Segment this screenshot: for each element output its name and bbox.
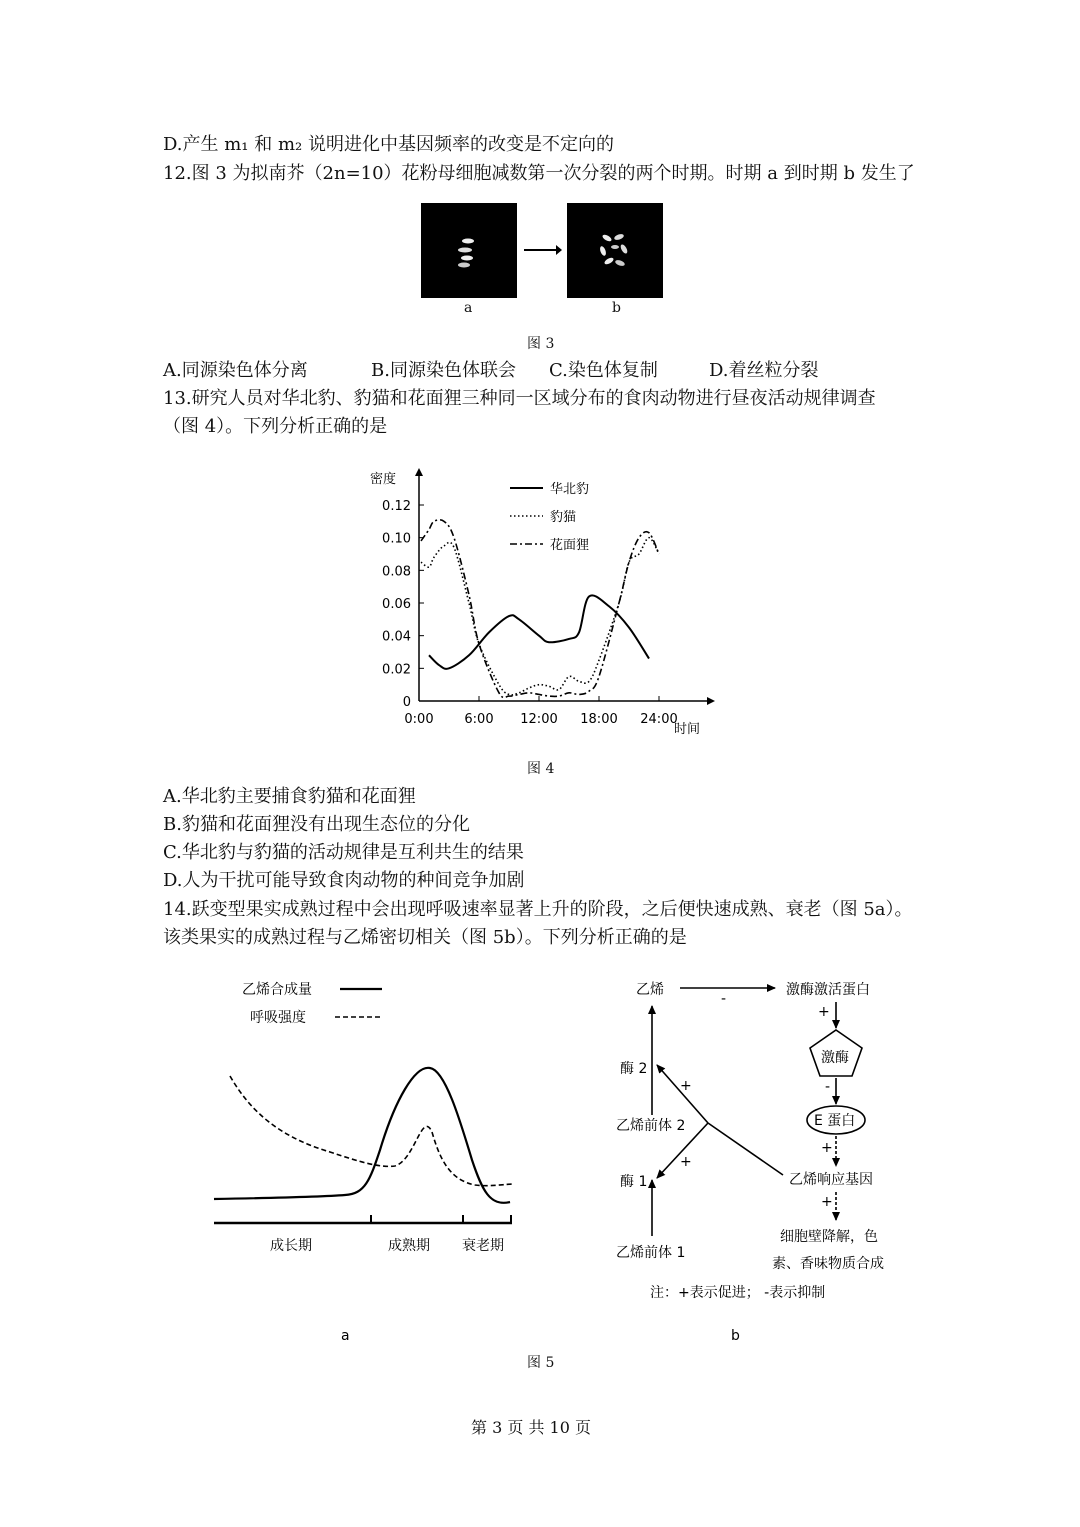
x-tick-label: 12:00 — [520, 712, 558, 727]
series-line-2 — [421, 538, 659, 695]
x-tick-label: 24:00 — [640, 712, 678, 727]
q12-option-b: B.同源染色体联会 — [371, 360, 516, 381]
ethylene-curve — [214, 1068, 510, 1203]
q12-options — [163, 359, 819, 383]
figure-5b-label: b — [731, 1328, 740, 1344]
q14-stem-line2: 该类果实的成熟过程与乙烯密切相关（图 5b）。下列分析正确的是 — [163, 927, 687, 948]
plus-sign-2: + — [821, 1140, 833, 1156]
enzyme1-node: 酶 1 — [620, 1174, 648, 1190]
q13-option-b: B.豹猫和花面狸没有出现生态位的分化 — [163, 814, 470, 835]
q12-option-d: D.着丝粒分裂 — [709, 360, 819, 381]
q11-option-d: D.产生 m₁ 和 m₂ 说明进化中基因频率的改变是不定向的 — [163, 134, 614, 155]
micrograph-a — [421, 203, 517, 298]
q12-option-c: C.染色体复制 — [549, 360, 658, 381]
x-axis-title: 时间 — [674, 722, 701, 737]
kinase-node: 激酶 — [821, 1050, 849, 1066]
page-footer: 第 3 页 共 10 页 — [471, 1418, 591, 1437]
y-tick-label: 0.10 — [382, 531, 411, 547]
panel-b-label: b — [612, 300, 621, 316]
y-tick-label: 0 — [402, 695, 411, 710]
stage-growth-label: 成长期 — [270, 1238, 312, 1254]
q13-option-c: C.华北豹与豹猫的活动规律是互利共生的结果 — [163, 842, 524, 863]
y-tick-label: 0.04 — [382, 629, 411, 645]
legend-label-1: 华北豹 — [550, 482, 590, 497]
x-tick-label: 0:00 — [404, 712, 434, 727]
plus-sign-4: + — [680, 1078, 692, 1094]
y-tick-label: 0.02 — [382, 662, 411, 678]
legend-label-3: 花面狸 — [550, 538, 590, 553]
y-axis-arrow — [415, 468, 423, 476]
series-line-3 — [421, 520, 659, 698]
legend-respiration-label: 呼吸强度 — [250, 1010, 306, 1026]
plus-sign-3: + — [821, 1194, 833, 1210]
micrograph-b — [567, 203, 663, 298]
figure-5-caption: 图 5 — [527, 1355, 555, 1371]
q12-stem: 12.图 3 为拟南芥（2n=10）花粉母细胞减数第一次分裂的两个时期。时期 a 到时期 b 发生了 — [163, 163, 915, 184]
precursor1-node: 乙烯前体 1 — [616, 1245, 686, 1261]
y-axis-title: 密度 — [370, 472, 397, 487]
effect-line2: 素、香味物质合成 — [772, 1256, 884, 1272]
precursor2-node: 乙烯前体 2 — [616, 1118, 686, 1134]
response-gene-node: 乙烯响应基因 — [789, 1172, 873, 1188]
y-tick-label: 0.12 — [382, 499, 411, 514]
q14-stem-line1: 14.跃变型果实成熟过程中会出现呼吸速率显著上升的阶段，之后便快速成熟、衰老（图 5a）。 — [163, 899, 913, 920]
e-protein-node: E 蛋白 — [814, 1113, 856, 1129]
feedback-to-enzyme2-arrow — [657, 1065, 708, 1123]
plus-sign-1: + — [818, 1004, 830, 1020]
plus-sign-5: + — [680, 1154, 692, 1170]
y-tick-label: 0.08 — [382, 564, 411, 580]
x-axis-arrow — [707, 697, 715, 705]
q12-option-a: A.同源染色体分离 — [163, 360, 308, 381]
q13-option-a: A.华北豹主要捕食豹猫和花面狸 — [163, 786, 416, 807]
q13-stem-line1: 13.研究人员对华北豹、豹猫和花面狸三种同一区域分布的食肉动物进行昼夜活动规律调查 — [163, 388, 876, 409]
stage-mature-label: 成熟期 — [388, 1238, 430, 1254]
legend-ethylene-label: 乙烯合成量 — [242, 982, 312, 998]
figure-4-chart — [350, 462, 740, 747]
kinase-activator-node: 激酶激活蛋白 — [786, 982, 870, 998]
minus-sign-1: - — [721, 991, 727, 1007]
q13-stem-line2: （图 4）。下列分析正确的是 — [163, 416, 388, 437]
gene-feedback-line — [708, 1123, 783, 1175]
x-tick-label: 18:00 — [580, 712, 618, 727]
x-tick-label: 6:00 — [464, 712, 494, 727]
figure-3-caption: 图 3 — [527, 336, 555, 352]
minus-sign-2: - — [825, 1079, 831, 1095]
figure-4-caption: 图 4 — [527, 761, 555, 777]
figure-5a-label: a — [341, 1328, 350, 1344]
series-line-1 — [429, 595, 649, 669]
figure-5a — [200, 970, 530, 1350]
legend-label-2: 豹猫 — [550, 510, 577, 525]
q13-option-d: D.人为干扰可能导致食肉动物的种间竞争加剧 — [163, 870, 525, 891]
arrow-icon — [522, 242, 562, 258]
figure-5b — [600, 970, 920, 1350]
enzyme2-node: 酶 2 — [620, 1061, 648, 1077]
stage-senescence-label: 衰老期 — [462, 1238, 504, 1254]
y-tick-label: 0.06 — [382, 597, 411, 612]
legend-note: 注：+表示促进； -表示抑制 — [650, 1285, 826, 1301]
ethylene-node: 乙烯 — [636, 982, 664, 998]
panel-a-label: a — [464, 300, 473, 316]
effect-line1: 细胞壁降解，色 — [780, 1229, 878, 1245]
